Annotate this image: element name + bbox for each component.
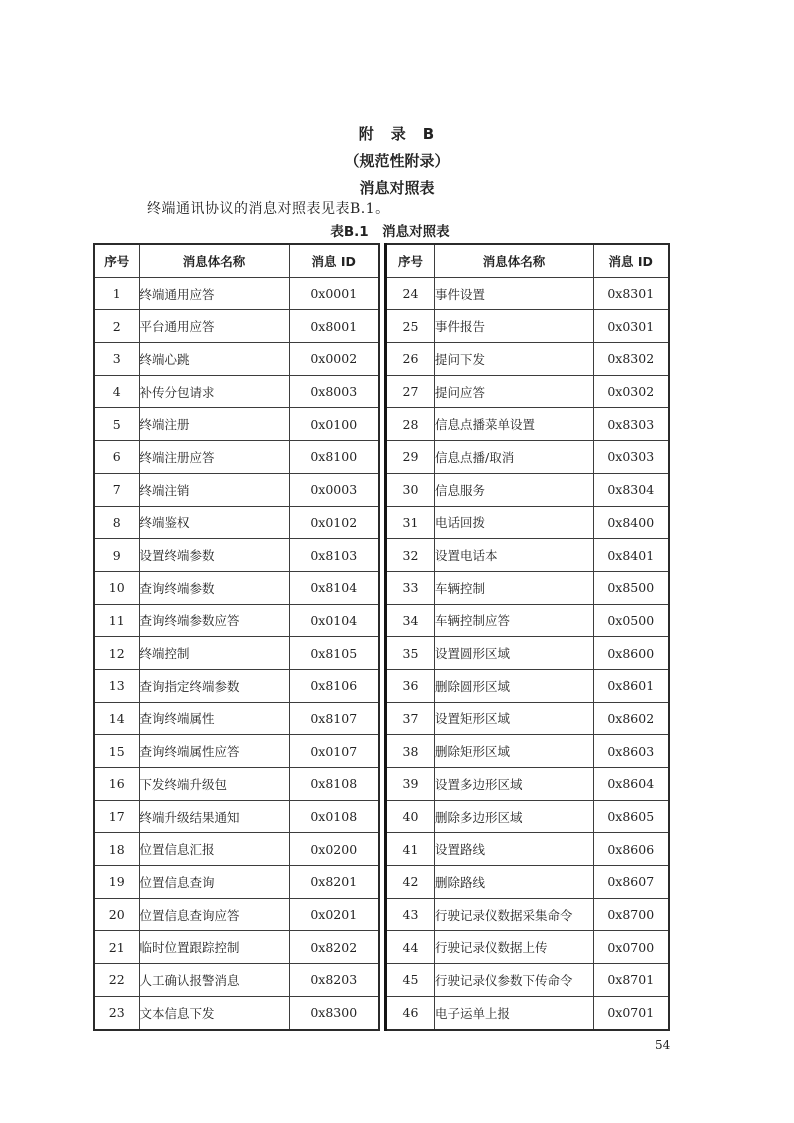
message-name-cell: 删除圆形区域 xyxy=(435,669,594,702)
message-name-cell: 查询终端参数应答 xyxy=(139,604,289,637)
seq-cell: 17 xyxy=(94,800,139,833)
seq-cell: 14 xyxy=(94,702,139,735)
seq-cell: 32 xyxy=(386,539,435,572)
message-name-cell: 设置电话本 xyxy=(435,539,594,572)
message-name-cell: 提问下发 xyxy=(435,343,594,376)
seq-cell: 35 xyxy=(386,637,435,670)
message-name-cell: 事件设置 xyxy=(435,277,594,310)
table-row xyxy=(386,408,669,441)
message-table-left xyxy=(93,243,380,1031)
seq-cell: 25 xyxy=(386,310,435,343)
message-name-cell: 终端注销 xyxy=(139,473,289,506)
table-row xyxy=(386,866,669,899)
table-row xyxy=(94,702,379,735)
message-name-cell: 设置多边形区域 xyxy=(435,768,594,801)
table-row xyxy=(386,375,669,408)
seq-cell: 6 xyxy=(94,441,139,474)
column-header-id: 消息 ID xyxy=(289,244,379,277)
table-row xyxy=(386,506,669,539)
table-row xyxy=(386,898,669,931)
message-id-cell: 0x8700 xyxy=(594,898,669,931)
column-header-seq: 序号 xyxy=(386,244,435,277)
message-name-cell: 平台通用应答 xyxy=(139,310,289,343)
message-id-cell: 0x8602 xyxy=(594,702,669,735)
message-name-cell: 事件报告 xyxy=(435,310,594,343)
table-row xyxy=(386,800,669,833)
message-name-cell: 终端注册应答 xyxy=(139,441,289,474)
table-row xyxy=(94,441,379,474)
seq-cell: 13 xyxy=(94,669,139,702)
message-id-cell: 0x8003 xyxy=(289,375,379,408)
message-id-cell: 0x0104 xyxy=(289,604,379,637)
message-id-cell: 0x0701 xyxy=(594,996,669,1029)
message-id-cell: 0x8301 xyxy=(594,277,669,310)
message-name-cell: 查询指定终端参数 xyxy=(139,669,289,702)
message-name-cell: 位置信息查询 xyxy=(139,866,289,899)
appendix-type: （规范性附录） xyxy=(344,152,450,170)
message-id-cell: 0x8105 xyxy=(289,637,379,670)
message-id-cell: 0x0100 xyxy=(289,408,379,441)
message-id-cell: 0x0108 xyxy=(289,800,379,833)
message-name-cell: 终端控制 xyxy=(139,637,289,670)
message-id-cell: 0x8701 xyxy=(594,964,669,997)
message-id-cell: 0x0102 xyxy=(289,506,379,539)
seq-cell: 45 xyxy=(386,964,435,997)
table-row xyxy=(386,768,669,801)
message-id-cell: 0x8601 xyxy=(594,669,669,702)
message-id-cell: 0x0200 xyxy=(289,833,379,866)
message-name-cell: 电子运单上报 xyxy=(435,996,594,1029)
column-header-name: 消息体名称 xyxy=(139,244,289,277)
table-row xyxy=(94,375,379,408)
message-name-cell: 信息点播菜单设置 xyxy=(435,408,594,441)
seq-cell: 22 xyxy=(94,964,139,997)
message-name-cell: 提问应答 xyxy=(435,375,594,408)
appendix-heading: 消息对照表 xyxy=(359,179,435,197)
message-id-cell: 0x0003 xyxy=(289,473,379,506)
column-header-name: 消息体名称 xyxy=(435,244,594,277)
seq-cell: 18 xyxy=(94,833,139,866)
table-row xyxy=(386,637,669,670)
message-id-cell: 0x8203 xyxy=(289,964,379,997)
table-row xyxy=(386,931,669,964)
message-id-cell: 0x0303 xyxy=(594,441,669,474)
table-row xyxy=(386,735,669,768)
seq-cell: 27 xyxy=(386,375,435,408)
seq-cell: 36 xyxy=(386,669,435,702)
message-id-cell: 0x8604 xyxy=(594,768,669,801)
message-name-cell: 行驶记录仪参数下传命令 xyxy=(435,964,594,997)
table-row xyxy=(94,866,379,899)
message-id-cell: 0x0700 xyxy=(594,931,669,964)
message-name-cell: 行驶记录仪数据采集命令 xyxy=(435,898,594,931)
message-name-cell: 行驶记录仪数据上传 xyxy=(435,931,594,964)
message-id-cell: 0x8500 xyxy=(594,571,669,604)
table-row xyxy=(94,833,379,866)
message-name-cell: 查询终端属性应答 xyxy=(139,735,289,768)
seq-cell: 5 xyxy=(94,408,139,441)
message-name-cell: 终端鉴权 xyxy=(139,506,289,539)
seq-cell: 39 xyxy=(386,768,435,801)
message-id-cell: 0x8106 xyxy=(289,669,379,702)
seq-cell: 44 xyxy=(386,931,435,964)
message-id-cell: 0x8108 xyxy=(289,768,379,801)
seq-cell: 12 xyxy=(94,637,139,670)
table-row xyxy=(94,768,379,801)
message-id-cell: 0x8400 xyxy=(594,506,669,539)
seq-cell: 33 xyxy=(386,571,435,604)
seq-cell: 16 xyxy=(94,768,139,801)
message-id-cell: 0x8302 xyxy=(594,343,669,376)
table-row xyxy=(94,637,379,670)
seq-cell: 34 xyxy=(386,604,435,637)
table-row xyxy=(386,473,669,506)
table-caption: 表B.1 消息对照表 xyxy=(330,224,450,240)
message-name-cell: 电话回拨 xyxy=(435,506,594,539)
table-row xyxy=(94,604,379,637)
message-id-cell: 0x8303 xyxy=(594,408,669,441)
message-name-cell: 补传分包请求 xyxy=(139,375,289,408)
message-name-cell: 车辆控制应答 xyxy=(435,604,594,637)
page-number: 54 xyxy=(655,1038,671,1052)
message-name-cell: 删除路线 xyxy=(435,866,594,899)
message-id-cell: 0x0001 xyxy=(289,277,379,310)
message-name-cell: 查询终端参数 xyxy=(139,571,289,604)
table-row xyxy=(386,571,669,604)
seq-cell: 42 xyxy=(386,866,435,899)
seq-cell: 31 xyxy=(386,506,435,539)
column-header-seq: 序号 xyxy=(94,244,139,277)
message-name-cell: 终端注册 xyxy=(139,408,289,441)
column-header-id: 消息 ID xyxy=(594,244,669,277)
seq-cell: 19 xyxy=(94,866,139,899)
message-id-cell: 0x8104 xyxy=(289,571,379,604)
message-id-cell: 0x8606 xyxy=(594,833,669,866)
seq-cell: 46 xyxy=(386,996,435,1029)
intro-paragraph: 终端通讯协议的消息对照表见表B.1。 xyxy=(147,201,390,217)
table-row xyxy=(386,833,669,866)
table-row xyxy=(386,441,669,474)
table-header-row xyxy=(94,244,379,277)
message-name-cell: 人工确认报警消息 xyxy=(139,964,289,997)
message-id-cell: 0x8600 xyxy=(594,637,669,670)
table-row xyxy=(94,735,379,768)
message-name-cell: 下发终端升级包 xyxy=(139,768,289,801)
table-row xyxy=(386,277,669,310)
table-row xyxy=(386,996,669,1029)
seq-cell: 8 xyxy=(94,506,139,539)
table-row xyxy=(386,343,669,376)
table-row xyxy=(386,669,669,702)
seq-cell: 40 xyxy=(386,800,435,833)
table-row xyxy=(386,539,669,572)
seq-cell: 2 xyxy=(94,310,139,343)
message-id-cell: 0x0201 xyxy=(289,898,379,931)
message-id-cell: 0x8202 xyxy=(289,931,379,964)
message-name-cell: 位置信息汇报 xyxy=(139,833,289,866)
message-id-cell: 0x8107 xyxy=(289,702,379,735)
message-name-cell: 终端心跳 xyxy=(139,343,289,376)
message-name-cell: 文本信息下发 xyxy=(139,996,289,1029)
message-table-right xyxy=(384,243,670,1031)
table-row xyxy=(94,898,379,931)
message-name-cell: 设置路线 xyxy=(435,833,594,866)
table-row xyxy=(94,310,379,343)
message-name-cell: 车辆控制 xyxy=(435,571,594,604)
message-name-cell: 信息服务 xyxy=(435,473,594,506)
table-row xyxy=(94,277,379,310)
message-name-cell: 设置矩形区域 xyxy=(435,702,594,735)
message-id-cell: 0x0302 xyxy=(594,375,669,408)
message-id-cell: 0x0500 xyxy=(594,604,669,637)
seq-cell: 20 xyxy=(94,898,139,931)
message-id-cell: 0x8605 xyxy=(594,800,669,833)
message-name-cell: 查询终端属性 xyxy=(139,702,289,735)
seq-cell: 4 xyxy=(94,375,139,408)
table-row xyxy=(94,800,379,833)
table-row xyxy=(94,996,379,1029)
message-name-cell: 删除多边形区域 xyxy=(435,800,594,833)
table-row xyxy=(94,408,379,441)
seq-cell: 28 xyxy=(386,408,435,441)
message-id-cell: 0x8300 xyxy=(289,996,379,1029)
seq-cell: 9 xyxy=(94,539,139,572)
table-row xyxy=(94,506,379,539)
table-row xyxy=(386,604,669,637)
table-row xyxy=(94,539,379,572)
table-row xyxy=(386,310,669,343)
table-row xyxy=(94,964,379,997)
table-row xyxy=(94,343,379,376)
seq-cell: 1 xyxy=(94,277,139,310)
seq-cell: 21 xyxy=(94,931,139,964)
message-id-cell: 0x0301 xyxy=(594,310,669,343)
message-id-cell: 0x8607 xyxy=(594,866,669,899)
message-id-cell: 0x8103 xyxy=(289,539,379,572)
seq-cell: 38 xyxy=(386,735,435,768)
message-name-cell: 设置圆形区域 xyxy=(435,637,594,670)
message-name-cell: 设置终端参数 xyxy=(139,539,289,572)
seq-cell: 26 xyxy=(386,343,435,376)
table-header-row xyxy=(386,244,669,277)
message-id-cell: 0x8201 xyxy=(289,866,379,899)
seq-cell: 37 xyxy=(386,702,435,735)
message-name-cell: 临时位置跟踪控制 xyxy=(139,931,289,964)
seq-cell: 23 xyxy=(94,996,139,1029)
seq-cell: 43 xyxy=(386,898,435,931)
message-id-cell: 0x0002 xyxy=(289,343,379,376)
message-id-cell: 0x8304 xyxy=(594,473,669,506)
seq-cell: 41 xyxy=(386,833,435,866)
message-id-cell: 0x8100 xyxy=(289,441,379,474)
seq-cell: 11 xyxy=(94,604,139,637)
seq-cell: 30 xyxy=(386,473,435,506)
message-name-cell: 终端升级结果通知 xyxy=(139,800,289,833)
table-row xyxy=(386,964,669,997)
message-name-cell: 信息点播/取消 xyxy=(435,441,594,474)
seq-cell: 29 xyxy=(386,441,435,474)
table-row xyxy=(94,931,379,964)
message-name-cell: 终端通用应答 xyxy=(139,277,289,310)
appendix-label: 附 录 B xyxy=(358,125,436,143)
table-row xyxy=(94,473,379,506)
message-name-cell: 位置信息查询应答 xyxy=(139,898,289,931)
table-row xyxy=(94,571,379,604)
seq-cell: 24 xyxy=(386,277,435,310)
seq-cell: 10 xyxy=(94,571,139,604)
seq-cell: 3 xyxy=(94,343,139,376)
seq-cell: 7 xyxy=(94,473,139,506)
message-id-cell: 0x0107 xyxy=(289,735,379,768)
message-id-cell: 0x8401 xyxy=(594,539,669,572)
message-name-cell: 删除矩形区域 xyxy=(435,735,594,768)
table-row xyxy=(94,669,379,702)
seq-cell: 15 xyxy=(94,735,139,768)
message-id-cell: 0x8603 xyxy=(594,735,669,768)
table-row xyxy=(386,702,669,735)
message-id-cell: 0x8001 xyxy=(289,310,379,343)
